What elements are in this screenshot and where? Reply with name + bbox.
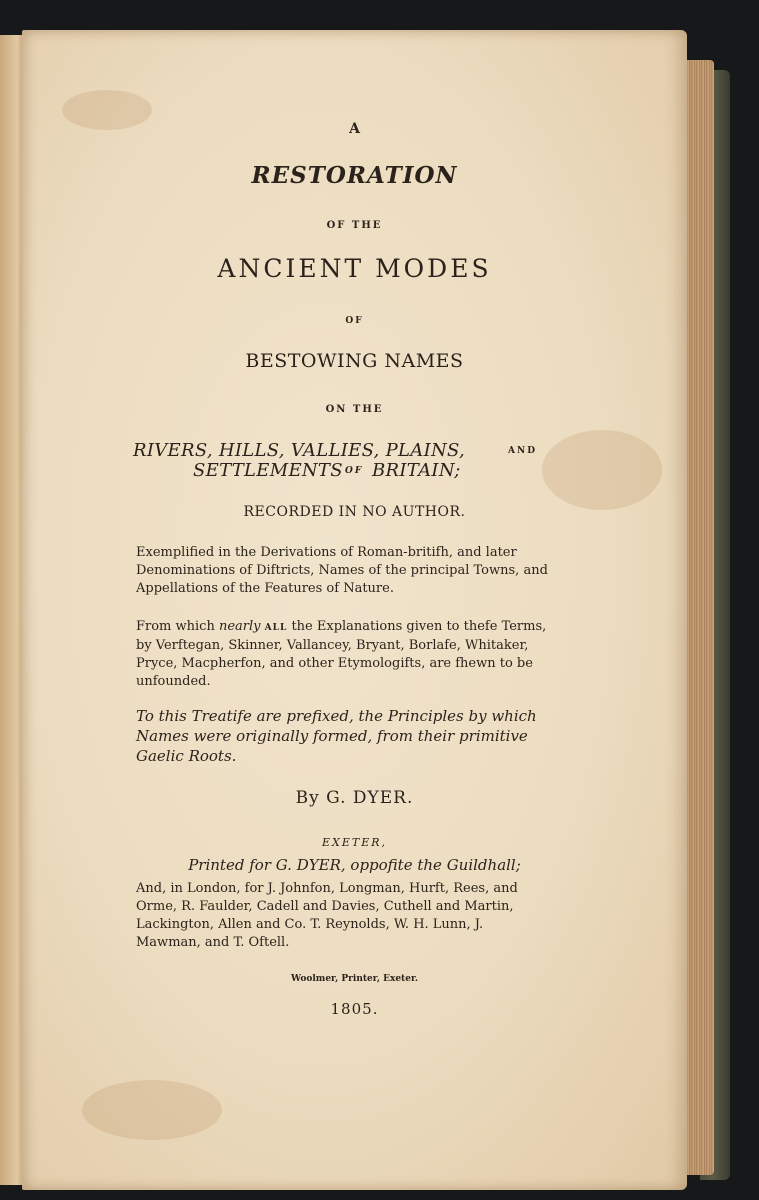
printed-for-line: Printed for G. DYER, oppofite the Guildhall; xyxy=(188,856,521,874)
author-line: By G. DYER. xyxy=(295,788,414,808)
printer-line: Woolmer, Printer, Exeter. xyxy=(291,974,418,984)
exemplified-paragraph: Exemplified in the Derivations of Roman-britifh, and later Denominations of Diftricts, Names of the principal Towns, and Appellations of the Features of Nature. xyxy=(136,545,548,596)
title-of-the: OF THE xyxy=(326,220,383,231)
title-bestowing-names: BESTOWING NAMES xyxy=(245,350,464,372)
title-restoration: RESTORATION xyxy=(251,162,458,189)
title-of: OF xyxy=(345,316,364,326)
foxing-stain xyxy=(542,430,662,510)
from-which-paragraph xyxy=(136,618,548,691)
title-britain: BRITAIN; xyxy=(372,460,461,481)
nearly-word: nearly xyxy=(218,619,261,634)
title-rivers-line: RIVERS, HILLS, VALLIES, PLAINS, xyxy=(133,440,466,461)
title-ancient-modes: ANCIENT MODES xyxy=(217,254,492,283)
london-paragraph: And, in London, for J. Johnfon, Longman, Hurft, Rees, and Orme, R. Faulder, Cadell and Davies, Cuthell and Martin, Lackington, Allen and Co. T. Reynolds, W. H. Lunn, J. Mawman, and T. Oftell. xyxy=(136,881,518,950)
treatise-paragraph: To this Treatife are prefixed, the Principles by which Names were originally formed, from their primitive Gaelic Roots. xyxy=(136,707,537,765)
title-a: A xyxy=(349,121,360,137)
title-settlements: SETTLEMENTS xyxy=(193,460,343,481)
all-word: ALL xyxy=(264,623,288,633)
exeter-line: EXETER, xyxy=(321,836,388,849)
year-line: 1805. xyxy=(330,1000,379,1018)
title-and: AND xyxy=(508,446,538,456)
foxing-stain xyxy=(82,1080,222,1140)
recorded-line: RECORDED IN NO AUTHOR. xyxy=(243,504,466,520)
from-which-rest: the Explanations given to thefe Terms, by Verftegan, Skinner, Vallancey, Bryant, Borlafe, Whitaker, Pryce, Macpherfon, and other Etymologifts, are fhewn to be unfounded. xyxy=(136,619,547,689)
title-of-small: OF xyxy=(345,466,364,476)
title-on-the: ON THE xyxy=(325,404,384,415)
from-which-start: From which xyxy=(136,619,215,634)
